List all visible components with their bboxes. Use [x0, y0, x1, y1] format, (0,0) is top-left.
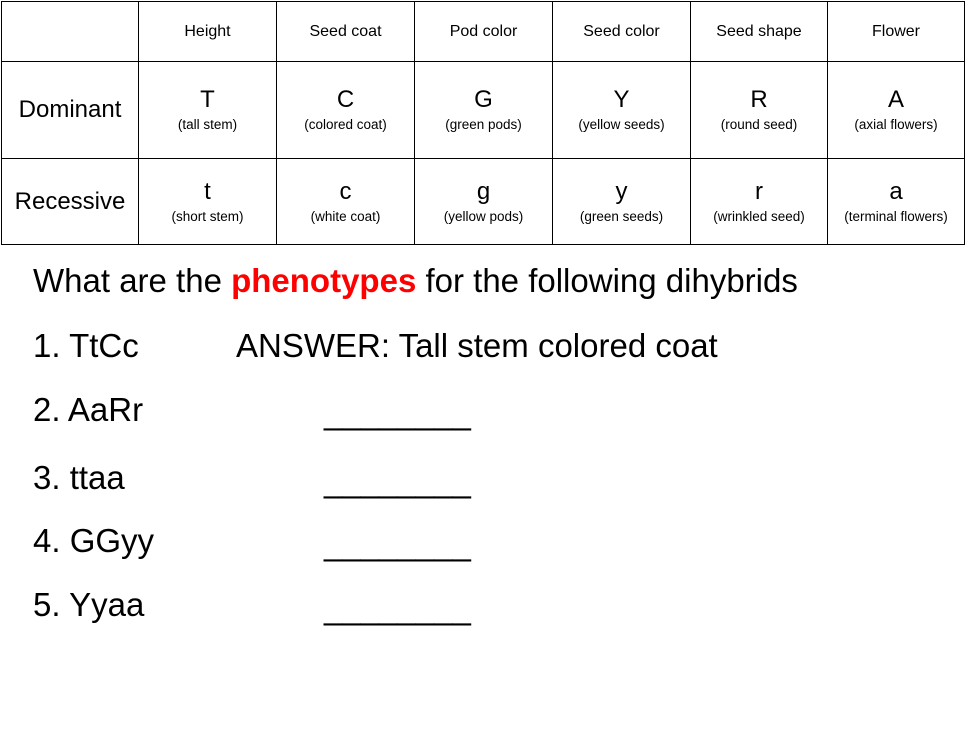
question-item-2: 2. AaRr — [33, 391, 144, 428]
row-label-recessive: Recessive — [2, 159, 139, 245]
allele-description: (colored coat) — [304, 117, 387, 132]
allele-symbol: g — [476, 177, 491, 205]
header-pod-color: Pod color — [415, 2, 553, 62]
allele-symbol: R — [750, 86, 768, 113]
allele-description: (yellow seeds) — [578, 117, 665, 132]
answer-blank-2[interactable]: ________ — [324, 394, 471, 431]
question-prefix: What are the — [33, 262, 232, 299]
table-header-row — [2, 2, 965, 62]
header-height: Height — [139, 2, 277, 62]
allele-description: (round seed) — [720, 117, 798, 132]
answer-text-1: ANSWER: Tall stem colored coat — [236, 327, 718, 364]
question-item-1: 1. TtCc — [33, 327, 139, 364]
allele-description: (wrinkled seed) — [713, 208, 805, 224]
question-highlight-word: phenotypes — [231, 262, 417, 299]
header-seed-coat: Seed coat — [277, 2, 415, 62]
allele-symbol: t — [204, 177, 211, 205]
allele-description: (green seeds) — [579, 208, 664, 224]
allele-description: (axial flowers) — [854, 117, 938, 132]
allele-description: (yellow pods) — [443, 208, 524, 224]
dominant-height-cell — [139, 62, 277, 159]
allele-description: (terminal flowers) — [844, 208, 948, 224]
header-seed-color: Seed color — [553, 2, 691, 62]
allele-symbol: C — [336, 86, 355, 113]
allele-symbol: a — [889, 177, 903, 205]
recessive-flower-cell — [828, 159, 965, 245]
question-item-3: 3. ttaa — [33, 459, 125, 496]
question-heading — [33, 261, 798, 301]
allele-description: (white coat) — [310, 208, 381, 224]
allele-description: (green pods) — [445, 117, 522, 132]
allele-symbol: T — [200, 86, 215, 113]
row-label-dominant: Dominant — [2, 62, 139, 159]
allele-symbol: r — [755, 177, 763, 205]
trait-table — [1, 1, 965, 245]
dominant-seed-coat-cell — [277, 62, 415, 159]
header-corner-cell — [2, 2, 139, 62]
answer-blank-5[interactable]: ________ — [324, 589, 471, 626]
allele-description: (short stem) — [171, 208, 244, 224]
question-suffix: for the following dihybrids — [416, 262, 798, 299]
recessive-pod-color-cell — [415, 159, 553, 245]
question-item-5: 5. Yyaa — [33, 586, 145, 623]
question-item-4: 4. GGyy — [33, 522, 155, 559]
header-flower: Flower — [828, 2, 965, 62]
dominant-flower-cell — [828, 62, 965, 159]
recessive-seed-color-cell — [553, 159, 691, 245]
allele-symbol: A — [887, 86, 904, 113]
header-seed-shape: Seed shape — [691, 2, 828, 62]
answer-blank-3[interactable]: ________ — [324, 462, 471, 499]
dominant-seed-shape-cell — [691, 62, 828, 159]
answer-blank-4[interactable]: ________ — [324, 525, 471, 562]
allele-symbol: Y — [613, 86, 630, 113]
table-row-recessive — [2, 159, 965, 245]
dominant-seed-color-cell — [553, 62, 691, 159]
dominant-pod-color-cell — [415, 62, 553, 159]
allele-symbol: c — [339, 177, 352, 205]
allele-symbol: y — [615, 177, 628, 205]
recessive-seed-shape-cell — [691, 159, 828, 245]
table-row-dominant — [2, 62, 965, 159]
allele-description: (tall stem) — [177, 117, 238, 132]
recessive-seed-coat-cell — [277, 159, 415, 245]
allele-symbol: G — [474, 86, 493, 113]
recessive-height-cell — [139, 159, 277, 245]
